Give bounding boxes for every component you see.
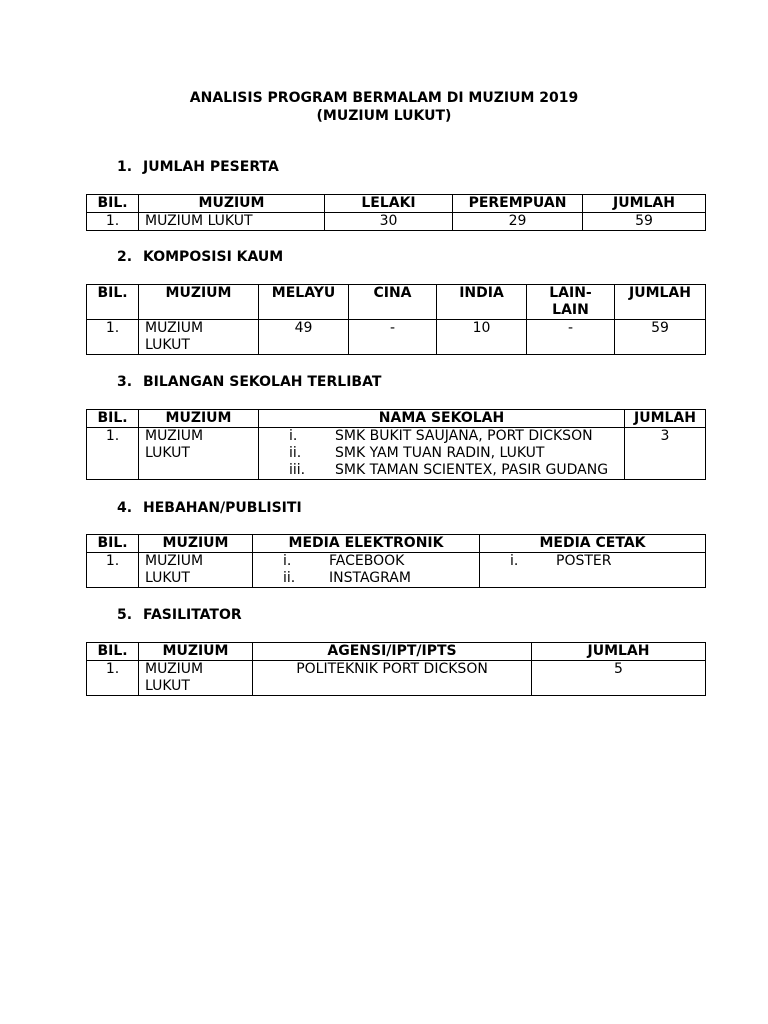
table-row: 1. MUZIUM LUKUT 49 - 10 - 59 bbox=[87, 320, 706, 355]
header-melayu: MELAYU bbox=[259, 285, 349, 320]
header-media-elektronik: MEDIA ELEKTRONIK bbox=[253, 535, 480, 553]
section-4-heading: 4. HEBAHAN/PUBLISITI bbox=[117, 500, 302, 516]
header-lain-lain: LAIN- LAIN bbox=[527, 285, 615, 320]
list-item: i. FACEBOOK bbox=[283, 553, 405, 569]
header-jumlah: JUMLAH bbox=[532, 643, 706, 661]
header-bil: BIL. bbox=[87, 643, 139, 661]
header-bil: BIL. bbox=[87, 410, 139, 428]
header-perempuan: PEREMPUAN bbox=[453, 195, 583, 213]
table-row: 1. MUZIUM LUKUT POLITEKNIK PORT DICKSON 5 bbox=[87, 661, 706, 696]
section-3-heading: 3. BILANGAN SEKOLAH TERLIBAT bbox=[117, 374, 382, 390]
table-row: 1. MUZIUM LUKUT i. FACEBOOK ii. INSTAGRAM i. POSTER bbox=[87, 553, 706, 588]
title-line-1: ANALISIS PROGRAM BERMALAM DI MUZIUM 2019 bbox=[189, 90, 579, 106]
table-header-row bbox=[87, 410, 706, 428]
table-row: 1. MUZIUM LUKUT i. SMK BUKIT SAUJANA, PORT DICKSON ii. SMK YAM TUAN RADIN, LUKUT iii. SMK TAMAN SCIENTEX, PASIR GUDANG 3 bbox=[87, 428, 706, 480]
fasilitator-table bbox=[86, 642, 706, 696]
hebahan-publisiti-table bbox=[86, 534, 706, 588]
bilangan-sekolah-table bbox=[86, 409, 706, 480]
table-header-row bbox=[87, 285, 706, 320]
jumlah-peserta-table bbox=[86, 194, 706, 231]
header-muzium: MUZIUM bbox=[139, 535, 253, 553]
header-muzium: MUZIUM bbox=[139, 643, 253, 661]
header-bil: BIL. bbox=[87, 285, 139, 320]
header-media-cetak: MEDIA CETAK bbox=[480, 535, 706, 553]
header-agensi: AGENSI/IPT/IPTS bbox=[253, 643, 532, 661]
list-item: iii. SMK TAMAN SCIENTEX, PASIR GUDANG bbox=[289, 462, 609, 478]
header-bil: BIL. bbox=[87, 195, 139, 213]
document-title bbox=[0, 89, 768, 125]
section-5-heading: 5. FASILITATOR bbox=[117, 607, 242, 623]
section-1-heading: 1. JUMLAH PESERTA bbox=[117, 159, 279, 175]
header-nama-sekolah: NAMA SEKOLAH bbox=[259, 410, 625, 428]
list-item: i. POSTER bbox=[510, 553, 612, 569]
header-jumlah: JUMLAH bbox=[583, 195, 706, 213]
table-header-row bbox=[87, 195, 706, 213]
header-bil: BIL. bbox=[87, 535, 139, 553]
header-cina: CINA bbox=[349, 285, 437, 320]
media-cetak-list bbox=[480, 553, 706, 588]
table-header-row bbox=[87, 535, 706, 553]
header-muzium: MUZIUM bbox=[139, 410, 259, 428]
table-header-row bbox=[87, 643, 706, 661]
list-item: ii. SMK YAM TUAN RADIN, LUKUT bbox=[289, 445, 545, 461]
section-2-heading: 2. KOMPOSISI KAUM bbox=[117, 249, 284, 265]
header-muzium: MUZIUM bbox=[139, 285, 259, 320]
title-line-2: (MUZIUM LUKUT) bbox=[316, 108, 452, 124]
table-row: 1. MUZIUM LUKUT 30 29 59 bbox=[87, 213, 706, 231]
list-item: ii. INSTAGRAM bbox=[283, 570, 411, 586]
media-elektronik-list bbox=[253, 553, 480, 588]
school-list bbox=[259, 428, 625, 480]
header-jumlah: JUMLAH bbox=[615, 285, 706, 320]
header-jumlah: JUMLAH bbox=[625, 410, 706, 428]
list-item: i. SMK BUKIT SAUJANA, PORT DICKSON bbox=[289, 428, 593, 444]
header-india: INDIA bbox=[437, 285, 527, 320]
header-lelaki: LELAKI bbox=[325, 195, 453, 213]
komposisi-kaum-table bbox=[86, 284, 706, 355]
header-muzium: MUZIUM bbox=[139, 195, 325, 213]
